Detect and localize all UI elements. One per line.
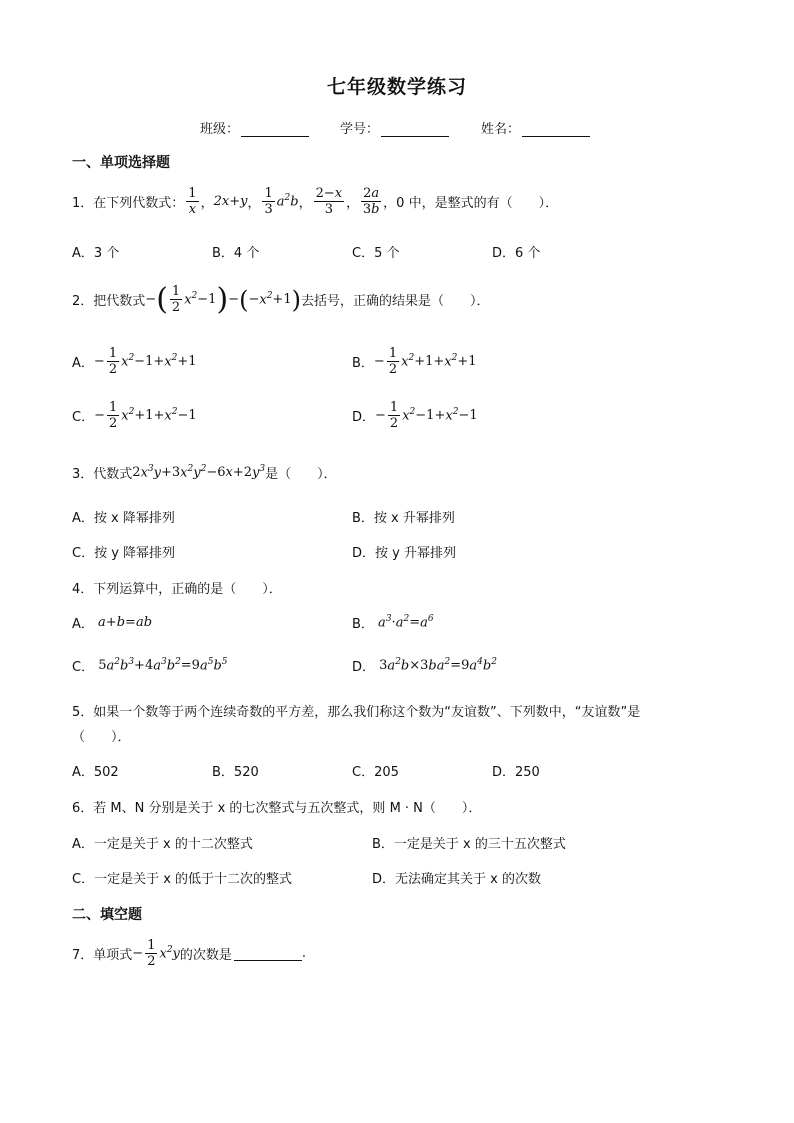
q6-option-b[interactable]: B．一定是关于 x 的三十五次整式 [372, 837, 566, 852]
q1-option-b[interactable]: B．4 个 [212, 246, 260, 261]
q3-suffix: 是（ ）． [265, 467, 337, 482]
expr-2a-over-3b: $\frac{2a}{3b}$ [362, 186, 380, 217]
question-2: 2．把代数式 − ( $\frac{1}{2}$ $x^2$ −1 ) − ( − $x^2$ +1 ) 去括号，正确的结果是（ ）． [72, 282, 490, 317]
question-6: 6．若 M、N 分别是关于 x 的七次整式与五次整式，则 M · N（ ）． [72, 801, 482, 816]
question-7: 7．单项式 − $\frac{1}{2}$ $x^2y$ 的次数是 . [72, 938, 307, 969]
question-3: 3．代数式 2 $x^3y$ +3 $x^2y^2$ −6 x +2 $y^3$ 是（ ）． [72, 464, 337, 482]
q5-option-b[interactable]: B．520 [212, 765, 259, 780]
question-5-line-2: （ ）． [72, 730, 131, 745]
q2-option-a[interactable]: A． − $\frac{1}{2}$ $x^2$ −1+ $x^2$ +1 [72, 346, 197, 377]
question-4: 4．下列运算中，正确的是（ ）． [72, 582, 282, 597]
q3-option-a[interactable]: A．按 x 降幂排列 [72, 511, 175, 526]
q4-option-c[interactable]: C． 5 $a^2b^3$ +4 $a^3b^2$ =9 $a^5b^5$ [72, 657, 228, 675]
q1-suffix: ，0 中，是整式的有（ ）． [383, 196, 559, 211]
id-blank[interactable] [381, 122, 449, 137]
q1-option-d[interactable]: D．6 个 [492, 246, 541, 261]
q3-prefix: 3．代数式 [72, 467, 133, 482]
class-label: 班级： [200, 122, 240, 137]
q2-suffix: 去括号，正确的结果是（ ）． [300, 294, 490, 309]
q2-prefix: 2．把代数式 [72, 294, 146, 309]
q1-option-c[interactable]: C．5 个 [352, 246, 400, 261]
q6-option-a[interactable]: A．一定是关于 x 的十二次整式 [72, 837, 253, 852]
class-field [200, 118, 309, 137]
q1-option-a[interactable]: A．3 个 [72, 246, 120, 261]
expr-one-third: $\frac{1}{3}$ [264, 186, 273, 217]
q3-option-c[interactable]: C．按 y 降幂排列 [72, 546, 176, 561]
q4-option-a[interactable]: A． a + b = ab [72, 615, 153, 632]
q3-option-d[interactable]: D．按 y 升幂排列 [352, 546, 456, 561]
section-heading-fill: 二、填空题 [72, 907, 142, 923]
section-heading-choice: 一、单项选择题 [72, 155, 170, 171]
q2-option-c[interactable]: C． − $\frac{1}{2}$ $x^2$ +1+ $x^2$ −1 [72, 400, 197, 431]
q2-option-d[interactable]: D． − $\frac{1}{2}$ $x^2$ −1+ $x^2$ −1 [352, 400, 478, 431]
q4-option-b[interactable]: B． $a^3$ · $a^2$ = $a^6$ [352, 614, 434, 632]
expr-2-minus-x-over-3: $\frac{2-x}{3}$ [315, 186, 343, 217]
page-title: 七年级数学练习 [326, 76, 467, 98]
name-label: 姓名： [481, 122, 521, 137]
expr-1-over-x: $\frac{1}{x}$ [188, 186, 197, 217]
q6-option-c[interactable]: C．一定是关于 x 的低于十二次的整式 [72, 872, 293, 887]
q4-option-d[interactable]: D． 3 $a^2b$ ×3 $ba^2$ =9 $a^4b^2$ [352, 657, 497, 675]
q7-answer-blank[interactable] [234, 946, 302, 961]
q6-option-d[interactable]: D．无法确定其关于 x 的次数 [372, 872, 541, 887]
q5-option-c[interactable]: C．205 [352, 765, 399, 780]
name-blank[interactable] [522, 122, 590, 137]
q2-option-b[interactable]: B． − $\frac{1}{2}$ $x^2$ +1+ $x^2$ +1 [352, 346, 477, 377]
id-label: 学号： [340, 122, 380, 137]
q5-option-d[interactable]: D．250 [492, 765, 540, 780]
q7-prefix: 7．单项式 [72, 948, 133, 963]
question-1: 1．在下列代数式： $\frac{1}{x}$ ， 2x + y ， $\frac{1}{3}$ $a^2b$ ， $\frac{2-x}{3}$ ， $\frac{2a}{3b}$ ，0 中，是整式的有（ ）． [72, 186, 559, 217]
q5-option-a[interactable]: A．502 [72, 765, 119, 780]
q7-suffix: 的次数是 [179, 948, 232, 963]
q3-option-b[interactable]: B．按 x 升幂排列 [352, 511, 455, 526]
class-blank[interactable] [241, 122, 309, 137]
id-field [340, 118, 449, 137]
q1-prefix: 1．在下列代数式： [72, 196, 185, 211]
question-5-line-1: 5．如果一个数等于两个连续奇数的平方差，那么我们称这个数为“友谊数”、下列数中，“友谊数”是 [72, 705, 641, 720]
name-field [481, 118, 590, 137]
